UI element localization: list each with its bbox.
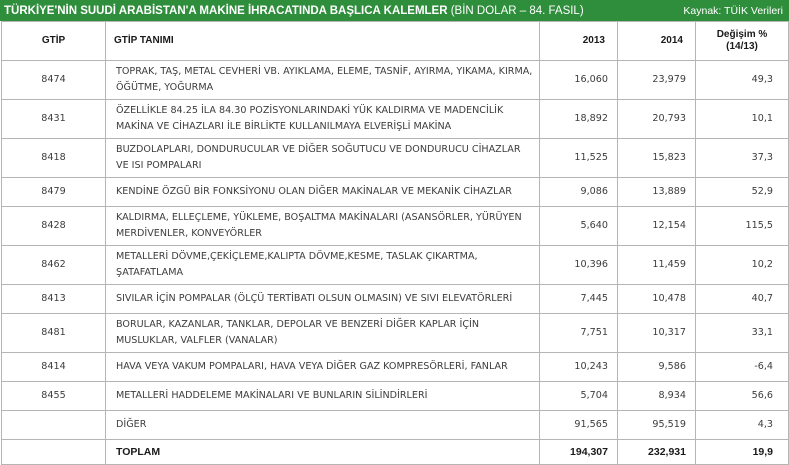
title-bar bbox=[0, 0, 789, 21]
row-description: BORULAR, KAZANLAR, TANKLAR, DEPOLAR VE BENZERİ DİĞER KAPLAR İÇİN MUSLUKLAR, VALFLER (VANALAR) bbox=[106, 314, 540, 353]
table-row bbox=[2, 207, 789, 246]
header-change-period: (14/13) bbox=[726, 41, 758, 52]
table-row bbox=[2, 314, 789, 353]
row-2013: 18,892 bbox=[540, 100, 618, 139]
row-code: 8428 bbox=[2, 207, 106, 246]
row-2013: 9,086 bbox=[540, 178, 618, 207]
row-description: BUZDOLAPLARI, DONDURUCULAR VE DİĞER SOĞUTUCU VE DONDURUCU CİHAZLAR VE ISI POMPALARI bbox=[106, 139, 540, 178]
row-description: ÖZELLİKLE 84.25 İLA 84.30 POZİSYONLARINDAKİ YÜK KALDIRMA VE MADENCİLİK MAKİNA VE CİHAZLARI İLE BİRLİKTE KULLANILMAYA ELVERİŞLİ MAKİNA bbox=[106, 100, 540, 139]
row-2014: 11,459 bbox=[618, 246, 696, 285]
row-2013: 91,565 bbox=[540, 411, 618, 440]
row-2013: 7,751 bbox=[540, 314, 618, 353]
row-2014: 10,478 bbox=[618, 285, 696, 314]
row-2013: 7,445 bbox=[540, 285, 618, 314]
row-code bbox=[2, 411, 106, 440]
row-code: 8462 bbox=[2, 246, 106, 285]
row-change: 4,3 bbox=[696, 411, 789, 440]
header-change bbox=[696, 22, 789, 61]
row-description: METALLERİ HADDELEME MAKİNALARI VE BUNLARIN SİLİNDİRLERİ bbox=[106, 382, 540, 411]
header-change-label: Değişim % bbox=[716, 29, 768, 40]
table-header-row bbox=[2, 22, 789, 61]
row-change: 52,9 bbox=[696, 178, 789, 207]
total-code bbox=[2, 440, 106, 465]
row-code: 8481 bbox=[2, 314, 106, 353]
row-change: 49,3 bbox=[696, 61, 789, 100]
table-row-total bbox=[2, 440, 789, 465]
row-code: 8431 bbox=[2, 100, 106, 139]
row-change: 40,7 bbox=[696, 285, 789, 314]
row-change: 10,1 bbox=[696, 100, 789, 139]
row-2014: 20,793 bbox=[618, 100, 696, 139]
table-row bbox=[2, 61, 789, 100]
row-2014: 8,934 bbox=[618, 382, 696, 411]
row-2014: 95,519 bbox=[618, 411, 696, 440]
table-row bbox=[2, 353, 789, 382]
row-2014: 10,317 bbox=[618, 314, 696, 353]
table-row bbox=[2, 100, 789, 139]
header-2014: 2014 bbox=[618, 22, 696, 61]
table-row bbox=[2, 285, 789, 314]
row-2014: 15,823 bbox=[618, 139, 696, 178]
row-2013: 11,525 bbox=[540, 139, 618, 178]
row-2013: 10,243 bbox=[540, 353, 618, 382]
table-row bbox=[2, 178, 789, 207]
header-2013: 2013 bbox=[540, 22, 618, 61]
row-code: 8413 bbox=[2, 285, 106, 314]
row-2013: 5,704 bbox=[540, 382, 618, 411]
total-label: TOPLAM bbox=[106, 440, 540, 465]
header-code: GTİP bbox=[2, 22, 106, 61]
total-2014: 232,931 bbox=[618, 440, 696, 465]
row-2014: 12,154 bbox=[618, 207, 696, 246]
table-row-other bbox=[2, 411, 789, 440]
table-row bbox=[2, 139, 789, 178]
header-description: GTİP TANIMI bbox=[106, 22, 540, 61]
row-code: 8479 bbox=[2, 178, 106, 207]
total-change: 19,9 bbox=[696, 440, 789, 465]
row-2013: 16,060 bbox=[540, 61, 618, 100]
row-change: 56,6 bbox=[696, 382, 789, 411]
row-change: 33,1 bbox=[696, 314, 789, 353]
row-code: 8455 bbox=[2, 382, 106, 411]
row-code: 8474 bbox=[2, 61, 106, 100]
row-change: 37,3 bbox=[696, 139, 789, 178]
row-2014: 23,979 bbox=[618, 61, 696, 100]
row-2013: 5,640 bbox=[540, 207, 618, 246]
row-2013: 10,396 bbox=[540, 246, 618, 285]
row-description: HAVA VEYA VAKUM POMPALARI, HAVA VEYA DİĞER GAZ KOMPRESÖRLERİ, FANLAR bbox=[106, 353, 540, 382]
source-note: Kaynak: TÜİK Verileri bbox=[683, 4, 783, 17]
row-2014: 13,889 bbox=[618, 178, 696, 207]
row-change: 115,5 bbox=[696, 207, 789, 246]
table-title-unit: (BİN DOLAR – 84. FASIL) bbox=[447, 4, 584, 17]
row-change: 10,2 bbox=[696, 246, 789, 285]
table-row bbox=[2, 382, 789, 411]
row-change: -6,4 bbox=[696, 353, 789, 382]
total-2013: 194,307 bbox=[540, 440, 618, 465]
row-description: KALDIRMA, ELLEÇLEME, YÜKLEME, BOŞALTMA MAKİNALARI (ASANSÖRLER, YÜRÜYEN MERDİVENLER, KONVEYÖRLER bbox=[106, 207, 540, 246]
export-items-table bbox=[1, 21, 789, 465]
row-description: KENDİNE ÖZGÜ BİR FONKSİYONU OLAN DİĞER MAKİNALAR VE MEKANİK CİHAZLAR bbox=[106, 178, 540, 207]
row-description: TOPRAK, TAŞ, METAL CEVHERİ VB. AYIKLAMA, ELEME, TASNİF, AYIRMA, YIKAMA, KIRMA, ÖĞÜTME, YOĞURMA bbox=[106, 61, 540, 100]
table-title bbox=[4, 5, 584, 17]
row-description: DİĞER bbox=[106, 411, 540, 440]
row-code: 8418 bbox=[2, 139, 106, 178]
row-description: SIVILAR İÇİN POMPALAR (ÖLÇÜ TERTİBATI OLSUN OLMASIN) VE SIVI ELEVATÖRLERİ bbox=[106, 285, 540, 314]
table-row bbox=[2, 246, 789, 285]
table-title-main: TÜRKİYE'NİN SUUDİ ARABİSTAN'A MAKİNE İHRACATINDA BAŞLICA KALEMLER bbox=[4, 4, 448, 17]
row-description: METALLERİ DÖVME,ÇEKİÇLEME,KALIPTA DÖVME,KESME, TASLAK ÇIKARTMA, ŞATAFATLAMA bbox=[106, 246, 540, 285]
row-2014: 9,586 bbox=[618, 353, 696, 382]
row-code: 8414 bbox=[2, 353, 106, 382]
